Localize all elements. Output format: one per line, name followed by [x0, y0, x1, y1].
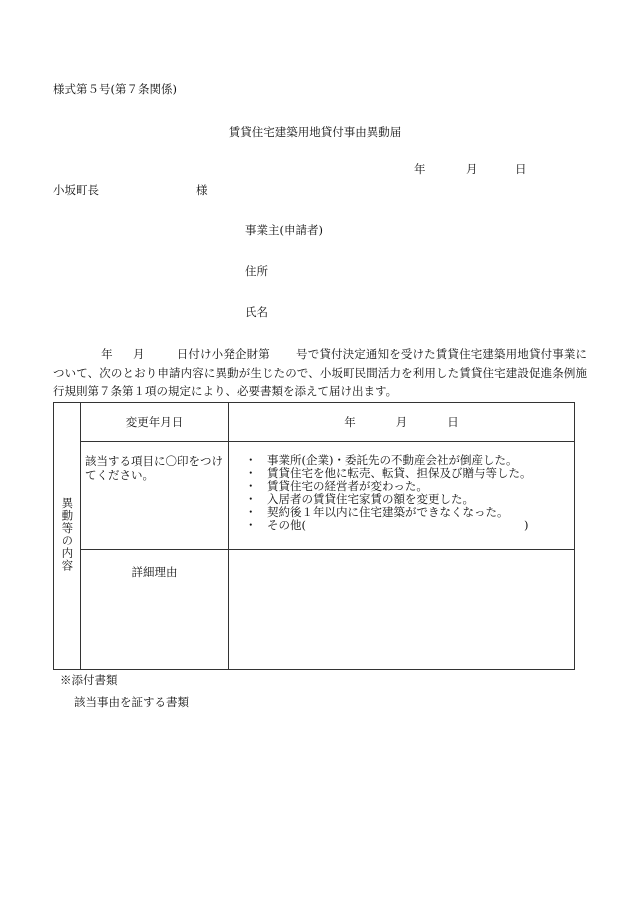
addressee-honorific: 様 [196, 183, 208, 197]
date-day-label: 日 [515, 162, 527, 176]
change-date-month: 月 [395, 415, 408, 429]
body-text: 号で貸付決定通知を受けた賃貸住宅建築用地貸付事業について、次のとおり申請内容に異動が生じたので、小坂町民間活力を利用した賃貸住宅建設促進条例施行規則第７条第１項の規定により、必要書類を添えて届け出ます。 [53, 347, 588, 398]
reason-input-cell[interactable] [229, 550, 575, 670]
change-date-label: 変更年月日 [81, 403, 229, 442]
attachments-heading: ※添付書類 [60, 673, 118, 687]
applicant-label: 事業主(申請者) [245, 223, 323, 237]
date-year-label: 年 [414, 162, 426, 176]
instruction-text: 該当する項目に〇印をつけてください。 [81, 442, 229, 550]
list-item-other[interactable]: ・ その他( ) [245, 518, 529, 532]
name-label: 氏名 [245, 305, 268, 319]
options-cell[interactable] [229, 442, 575, 550]
change-date-cell[interactable] [229, 403, 575, 442]
body-month: 月 [132, 347, 145, 361]
list-item[interactable]: ・ 賃貸住宅の経営者が変わった。 [245, 479, 428, 493]
options-list [245, 454, 574, 532]
document-title: 賃貸住宅建築用地貸付事由異動届 [228, 125, 402, 139]
body-year: 年 [101, 347, 113, 361]
reason-label: 詳細理由 [81, 550, 229, 670]
form-number: 様式第５号(第７条関係) [53, 82, 177, 96]
date-month-label: 月 [466, 162, 478, 176]
change-details-table [53, 402, 575, 670]
side-label-cell [54, 403, 81, 670]
list-item[interactable]: ・ 入居者の賃貸住宅家賃の額を変更した。 [245, 492, 474, 506]
side-label: 異動等の内容 [60, 497, 75, 572]
change-date-year: 年 [344, 415, 356, 429]
attachment-item: 該当事由を証する書類 [74, 695, 189, 709]
list-item[interactable]: ・ 契約後１年以内に住宅建築ができなくなった。 [245, 505, 509, 519]
addressee-name: 小坂町長 [53, 183, 99, 197]
address-label: 住所 [245, 264, 268, 278]
body-day-prefix: 日付け小発企財第 [176, 347, 270, 361]
change-date-day: 日 [447, 415, 459, 429]
notice-paragraph [53, 345, 587, 401]
list-item[interactable]: ・ 賃貸住宅を他に転売、転貸、担保及び贈与等した。 [245, 466, 532, 480]
list-item[interactable]: ・ 事業所(企業)・委託先の不動産会社が倒産した。 [245, 453, 518, 467]
